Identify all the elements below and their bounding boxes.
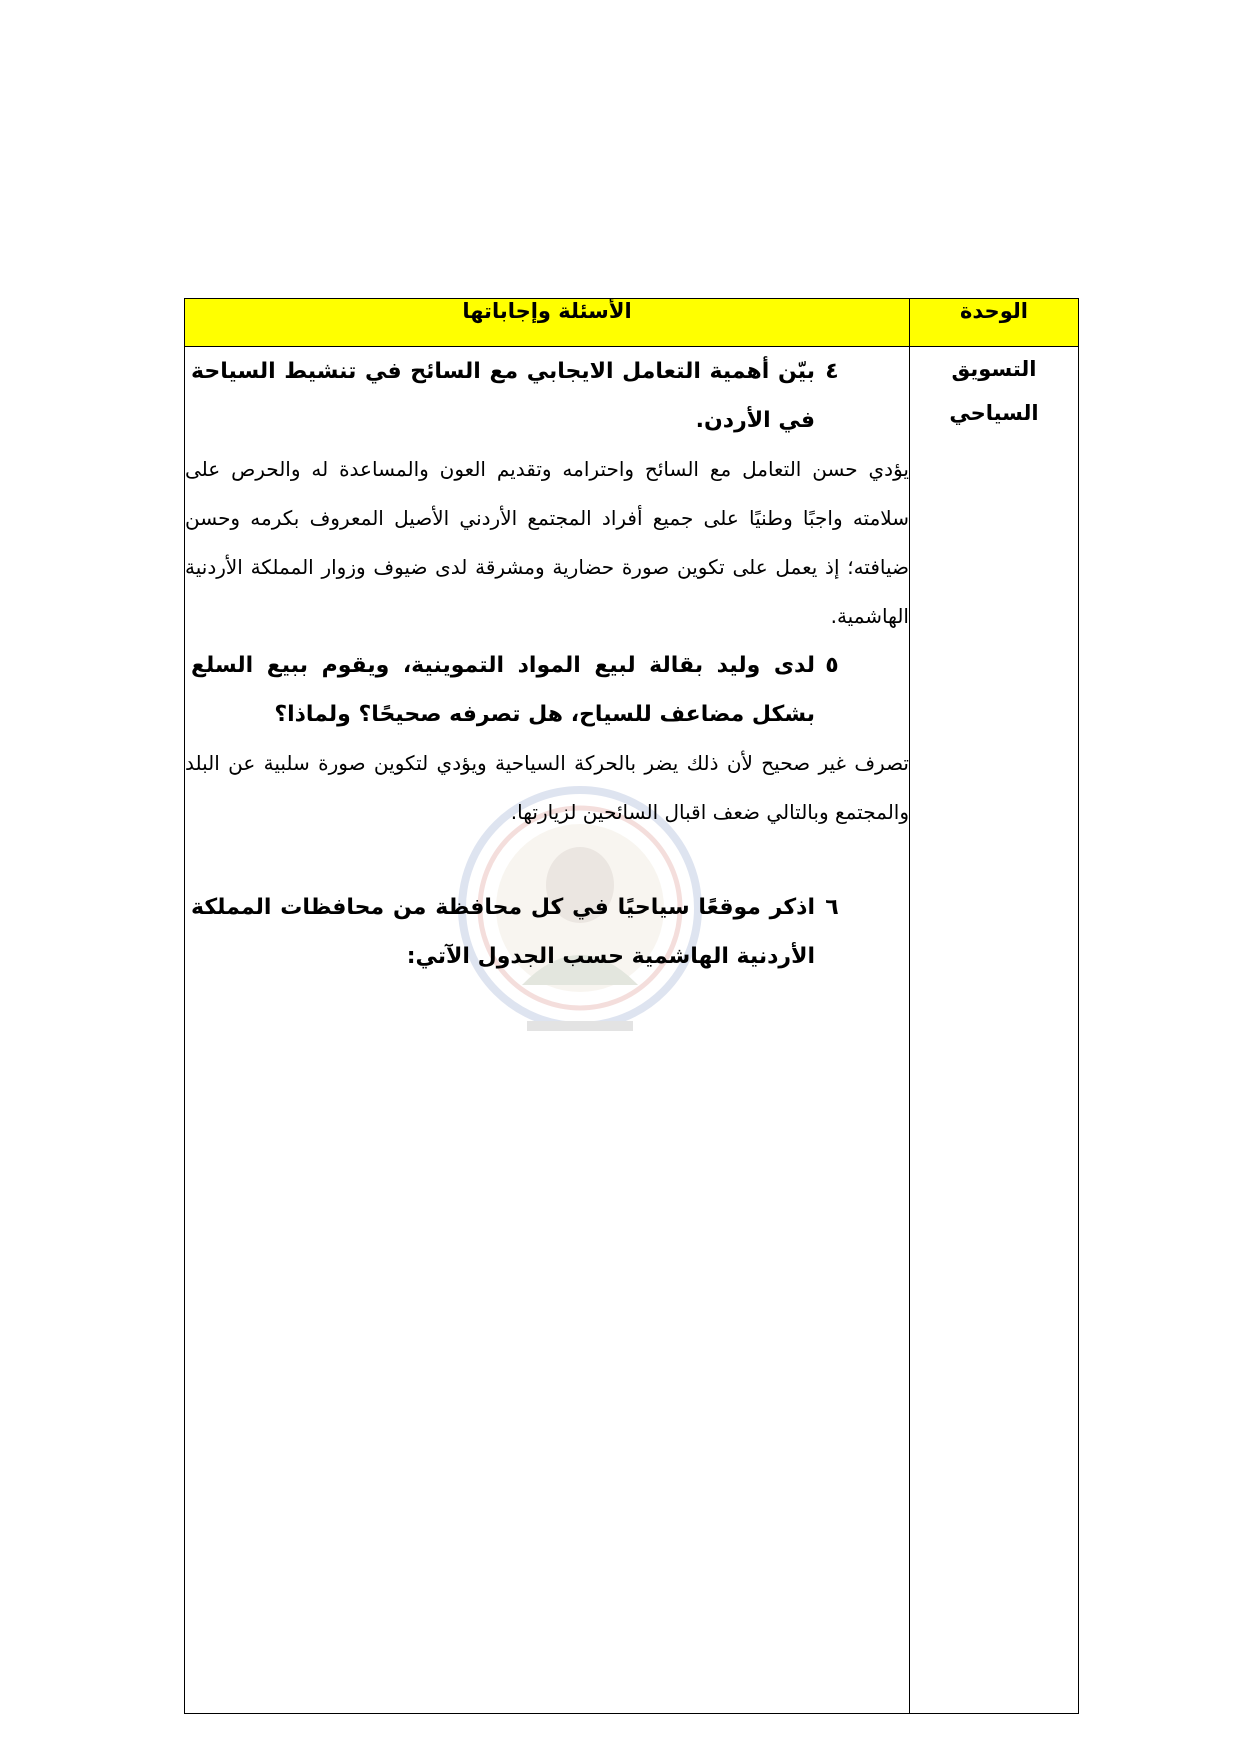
- question-4: [191, 347, 849, 445]
- question-5-number: ٥: [825, 653, 839, 678]
- table-body-row: [185, 347, 1079, 1714]
- question-6: [191, 883, 849, 981]
- question-6-text: اذكر موقعًا سياحيًا في كل محافظة من محافظات المملكة الأردنية الهاشمية حسب الجدول الآتي:: [191, 895, 815, 969]
- answer-4: يؤدي حسن التعامل مع السائح واحترامه وتقديم العون والمساعدة له والحرص على سلامته واجبًا وطنيًا على جميع أفراد المجتمع الأردني الأصيل المعروف بكرمه وحسن ضيافته؛ إذ يعمل على تكوين صورة حضارية ومشرقة لدى ضيوف وزوار المملكة الأردنية الهاشمية.: [185, 457, 909, 628]
- question-4-text: بيّن أهمية التعامل الايجابي مع السائح في تنشيط السياحة في الأردن.: [191, 359, 815, 433]
- question-6-number: ٦: [825, 895, 839, 920]
- table-header-row: [185, 299, 1079, 347]
- unit-name-line-2: السياحي: [949, 401, 1039, 425]
- question-4-number: ٤: [825, 359, 839, 384]
- unit-cell: [910, 347, 1079, 1714]
- question-5: [191, 641, 849, 739]
- qa-table: [184, 298, 1079, 1714]
- qa-header: الأسئلة وإجاباتها: [185, 299, 910, 347]
- unit-name-line-1: التسويق: [951, 357, 1037, 381]
- question-5-text: لدى وليد بقالة لبيع المواد التموينية، ويقوم ببيع السلع بشكل مضاعف للسياح، هل تصرفه صحيحًا؟ ولماذا؟: [191, 653, 815, 727]
- answer-5: تصرف غير صحيح لأن ذلك يضر بالحركة السياحية ويؤدي لتكوين صورة سلبية عن البلد والمجتمع وبالتالي ضعف اقبال السائحين لزيارتها.: [185, 751, 909, 824]
- unit-header: الوحدة: [910, 299, 1079, 347]
- qa-content-cell: [185, 347, 910, 1714]
- spacer: [185, 837, 909, 883]
